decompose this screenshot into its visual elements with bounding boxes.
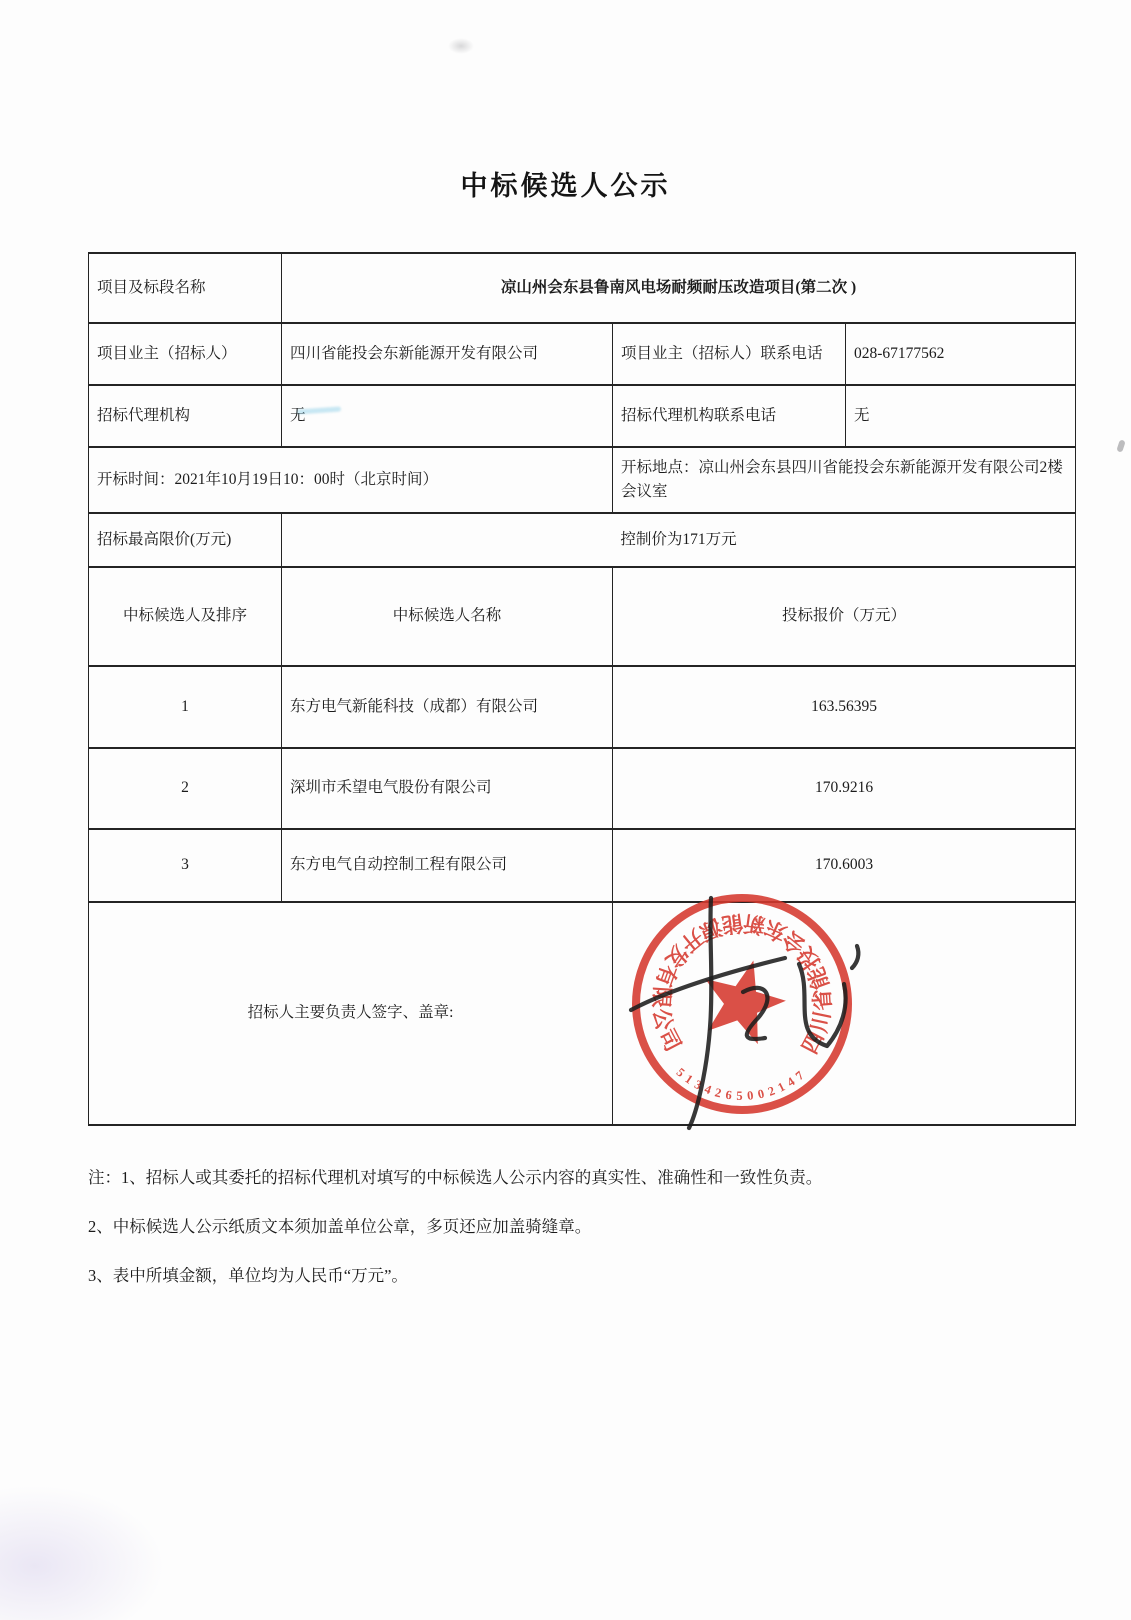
owner-label: 项目业主（招标人） — [89, 323, 282, 385]
opening-place: 开标地点：凉山州会东县四川省能投会东新能源开发有限公司2楼会议室 — [613, 447, 1076, 513]
owner-name: 四川省能投会东新能源开发有限公司 — [282, 323, 613, 385]
project-name: 凉山州会东县鲁南风电场耐频耐压改造项目(第二次 ) — [282, 253, 1076, 323]
candidate-price: 170.9216 — [613, 748, 1076, 829]
agency-label: 招标代理机构 — [89, 385, 282, 447]
row-project — [89, 253, 1076, 323]
max-price-value: 控制价为171万元 — [282, 513, 1076, 567]
row-max-price — [89, 513, 1076, 567]
row-agency — [89, 385, 1076, 447]
footnote: 3、表中所填金额，单位均为人民币“万元”。 — [88, 1266, 408, 1286]
candidate-name: 东方电气新能科技（成都）有限公司 — [282, 666, 613, 748]
header-name: 中标候选人名称 — [282, 567, 613, 666]
seal-star-icon — [705, 961, 786, 1045]
agency-phone-value: 无 — [846, 385, 1076, 447]
row-opening — [89, 447, 1076, 513]
page-title: 中标候选人公示 — [460, 171, 671, 201]
footnote: 注：1、招标人或其委托的招标代理机对填写的中标候选人公示内容的真实性、准确性和一致性负责。 — [88, 1168, 823, 1187]
candidate-price: 170.6003 — [613, 829, 1076, 902]
candidates-header-row — [89, 567, 1076, 666]
header-rank: 中标候选人及排序 — [89, 567, 282, 666]
agency-value: 无 — [282, 385, 613, 447]
candidate-name: 东方电气自动控制工程有限公司 — [282, 829, 613, 902]
company-seal-stamp — [622, 884, 862, 1124]
owner-phone-value: 028-67177562 — [846, 323, 1076, 385]
seal-code: 5134265002147 — [673, 1065, 811, 1103]
owner-phone-label: 项目业主（招标人）联系电话 — [613, 323, 846, 385]
scan-artifact-speck — [1116, 439, 1125, 452]
footnotes — [88, 1166, 1093, 1313]
opening-time: 开标时间：2021年10月19日10：00时（北京时间） — [89, 447, 613, 513]
signature-row — [89, 902, 1076, 1125]
candidate-name: 深圳市禾望电气股份有限公司 — [282, 748, 613, 829]
row-owner — [89, 323, 1076, 385]
candidate-row — [89, 748, 1076, 829]
candidate-row — [89, 829, 1076, 902]
candidate-price: 163.56395 — [613, 666, 1076, 748]
scan-artifact-speck — [448, 38, 474, 54]
candidate-rank: 1 — [89, 666, 282, 748]
candidate-rank: 2 — [89, 748, 282, 829]
announcement-table — [88, 252, 1076, 1126]
seal-company-name: 四川省能投会东新能源开发有限公司 — [648, 910, 836, 1058]
header-price: 投标报价（万元） — [613, 567, 1076, 666]
project-label: 项目及标段名称 — [89, 253, 282, 323]
max-price-label: 招标最高限价(万元) — [89, 513, 282, 567]
agency-phone-label: 招标代理机构联系电话 — [613, 385, 846, 447]
candidate-row — [89, 666, 1076, 748]
signature-label: 招标人主要负责人签字、盖章: — [89, 902, 613, 1125]
footnote: 2、中标候选人公示纸质文本须加盖单位公章，多页还应加盖骑缝章。 — [88, 1217, 592, 1237]
candidate-rank: 3 — [89, 829, 282, 902]
